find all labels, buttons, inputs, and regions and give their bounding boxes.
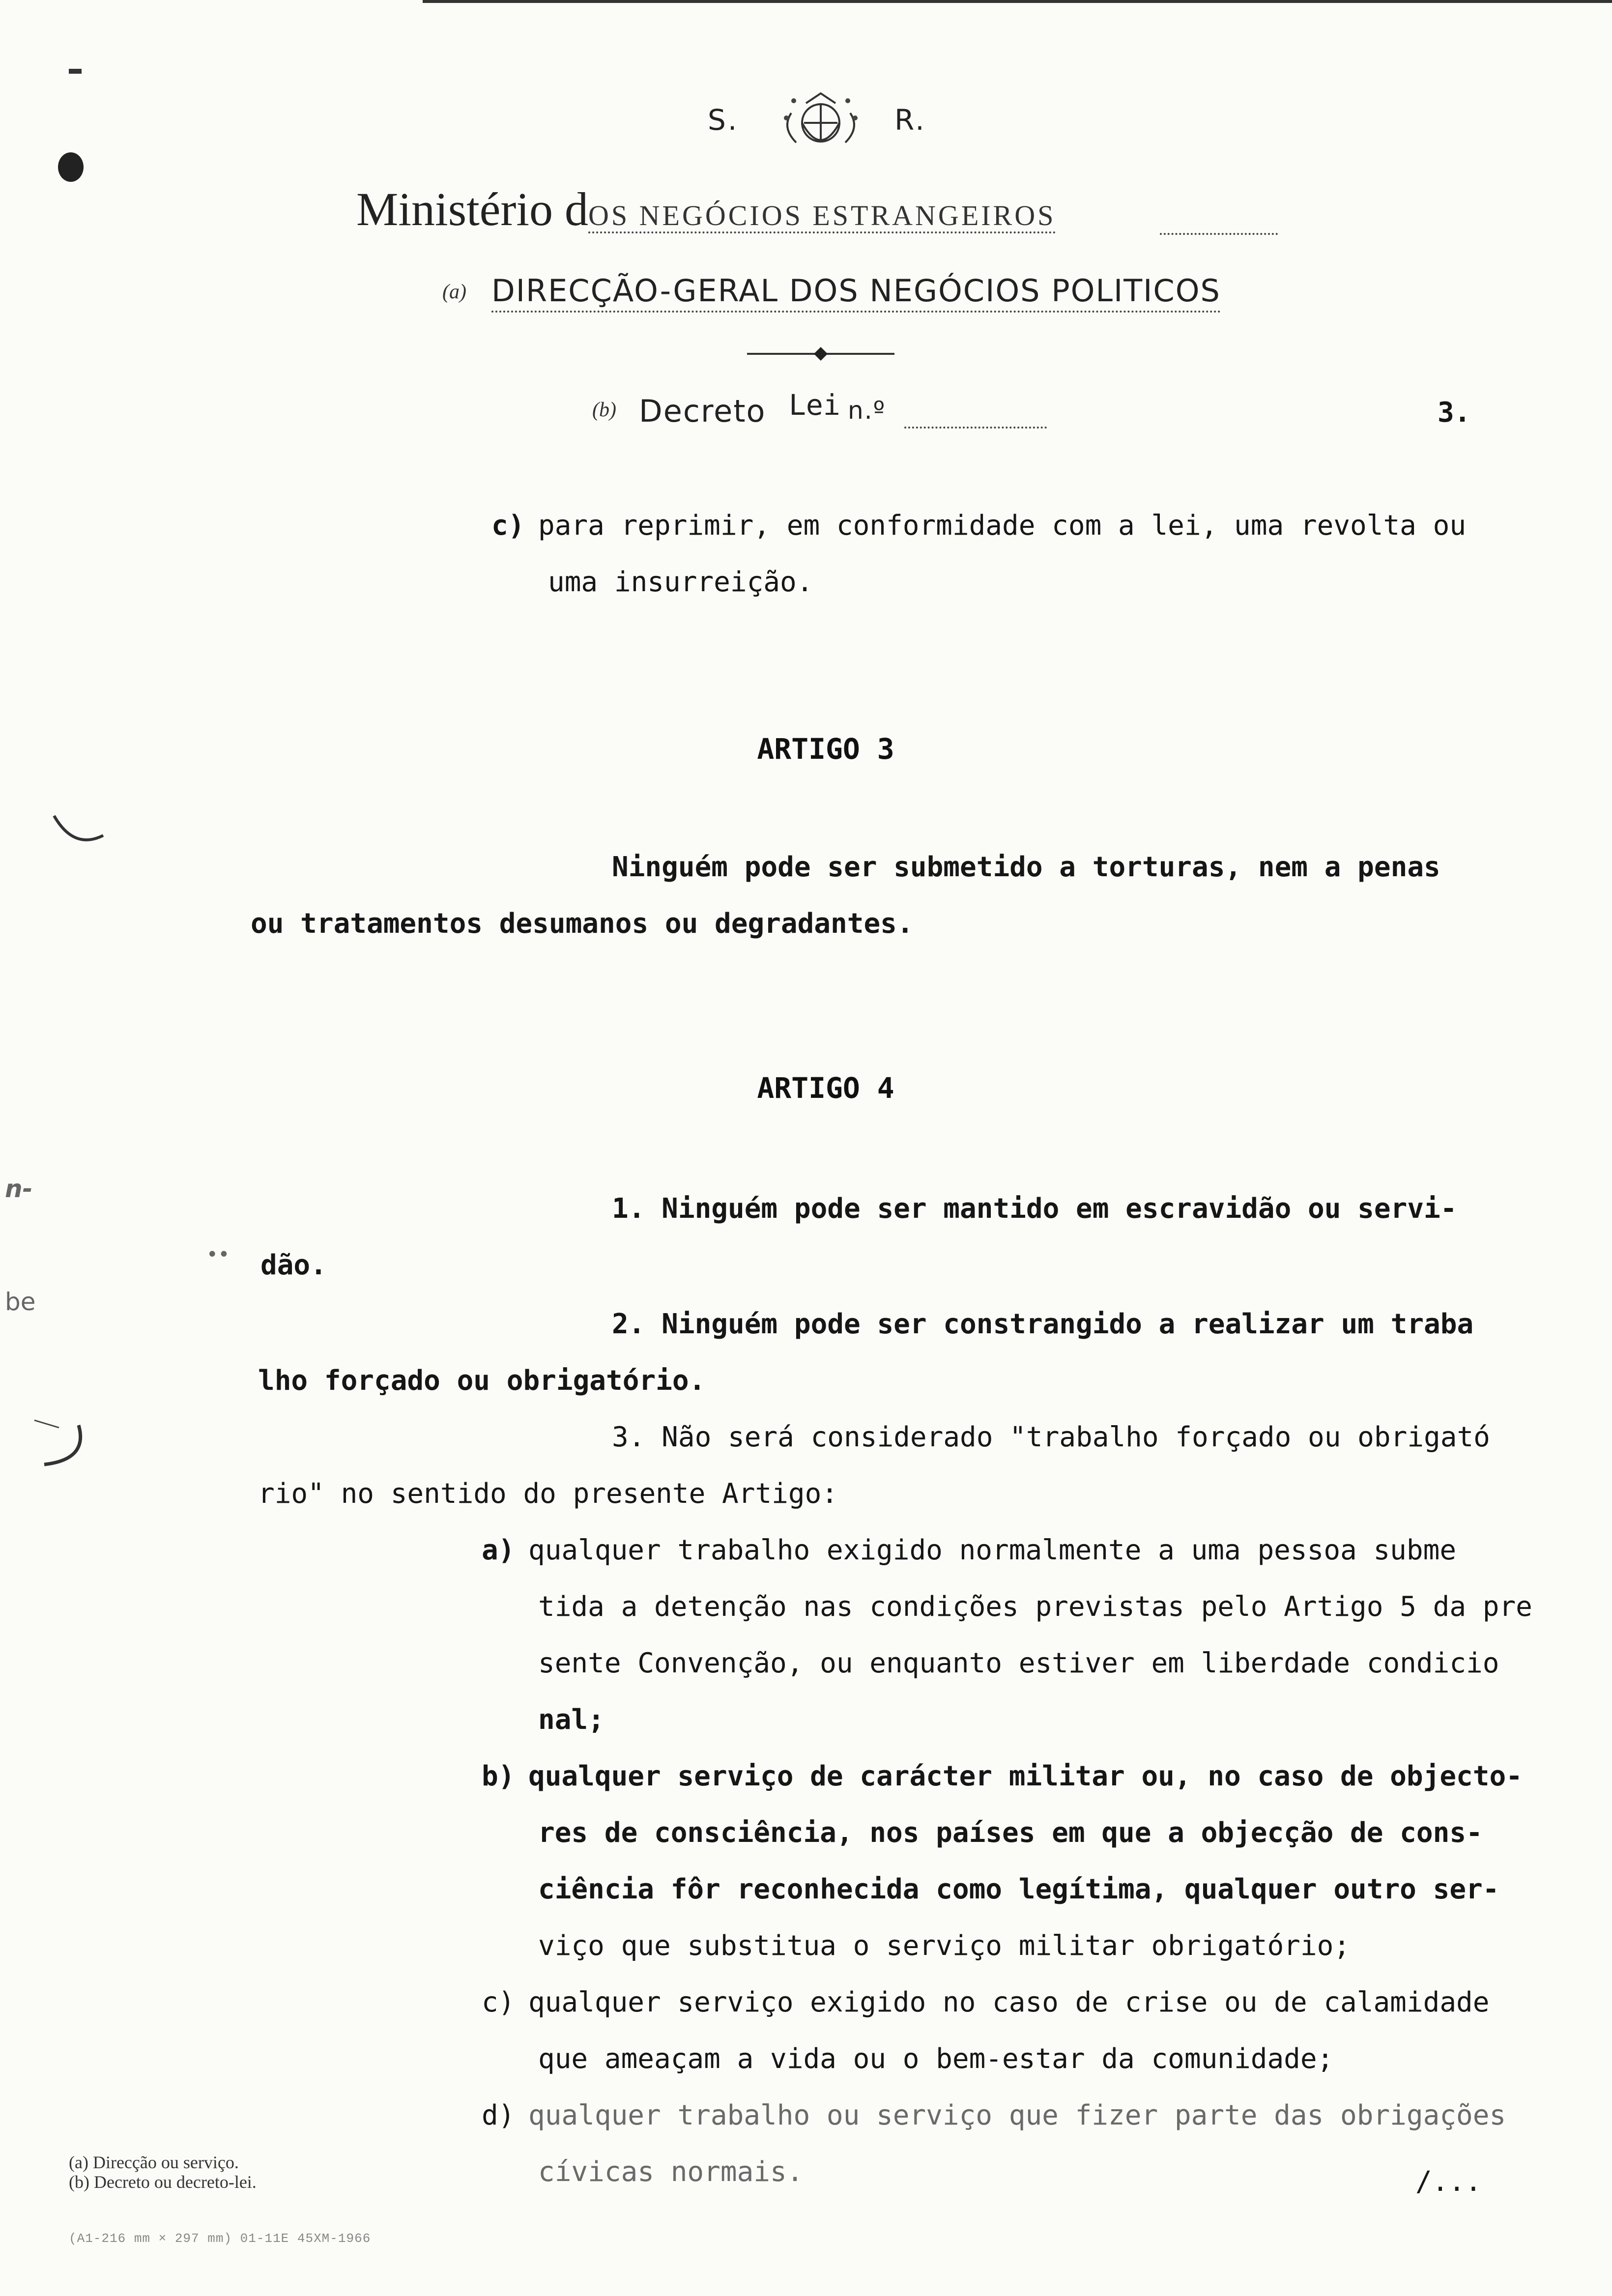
footnote-b: (b) Decreto ou decreto-lei. — [69, 2172, 257, 2192]
article-4-paragraph: lho forçado ou obrigatório. — [258, 1365, 706, 1397]
directorate-title: DIRECÇÃO-GERAL DOS NEGÓCIOS POLITICOS — [491, 273, 1221, 313]
list-item-prefix: a) — [482, 1534, 515, 1566]
list-item-prefix: d) — [482, 2099, 515, 2131]
decree-number-label: n.º — [848, 396, 886, 425]
page-number: 3. — [1438, 397, 1471, 429]
list-item-b: ciência fôr reconhecida como legítima, qualquer outro ser- — [538, 1873, 1499, 1905]
list-item-prefix: b) — [482, 1760, 515, 1792]
ministry-department: OS NEGÓCIOS ESTRANGEIROS — [588, 200, 1056, 233]
ministry-dotted-line — [1160, 233, 1278, 235]
list-item-prefix: c) — [482, 1986, 515, 2018]
letterhead-r: R. — [894, 103, 926, 137]
footnote-a: (a) Direcção ou serviço. — [69, 2152, 239, 2172]
list-item-b: qualquer serviço de carácter militar ou, no caso de objecto- — [528, 1760, 1523, 1792]
list-item-a: qualquer trabalho exigido normalmente a uma pessoa subme — [528, 1534, 1457, 1566]
article-4-paragraph: 2. Ninguém pode ser constrangido a realizar um traba — [612, 1308, 1474, 1340]
item-c-prefix: c) — [491, 510, 525, 542]
decree-number-field — [904, 427, 1047, 429]
list-item-a: tida a detenção nas condições previstas pelo Artigo 5 da pre — [538, 1591, 1532, 1623]
top-edge-line — [423, 0, 1612, 3]
article-4-paragraph: 3. Não será considerado "trabalho forçado ou obrigató — [612, 1421, 1490, 1453]
margin-fragment: n- — [5, 1175, 33, 1203]
ornament-divider — [747, 344, 894, 364]
article-4-paragraph: dão. — [260, 1249, 327, 1281]
item-c-line: uma insurreição. — [548, 566, 813, 598]
punch-hole-mark — [58, 152, 84, 182]
margin-fragment: be — [5, 1288, 36, 1316]
list-item-d: cívicas normais. — [538, 2156, 804, 2188]
margin-tick — [69, 69, 82, 74]
footnote-mark-a: (a) — [442, 281, 466, 303]
list-item-b: res de consciência, nos países em que a objecção de cons- — [538, 1817, 1483, 1849]
list-item-d: qualquer trabalho ou serviço que fizer parte das obrigações — [528, 2099, 1506, 2131]
list-item-c: que ameaçam a vida ou o bem-estar da comunidade; — [538, 2043, 1334, 2075]
list-item-a: sente Convenção, ou enquanto estiver em liberdade condicio — [538, 1647, 1499, 1679]
continued-marker: /... — [1415, 2166, 1482, 2198]
margin-curve-mark — [49, 806, 108, 850]
article-4-heading: ARTIGO 4 — [757, 1071, 894, 1105]
list-item-b: viço que substitua o serviço militar obrigatório; — [538, 1930, 1351, 1962]
item-c-line: para reprimir, em conformidade com a lei, uma revolta ou — [538, 510, 1467, 542]
decree-type: Lei — [789, 388, 840, 422]
letterhead-s: S. — [708, 103, 739, 137]
list-item-a: nal; — [538, 1704, 604, 1736]
ministry-label: Ministério d — [356, 183, 588, 235]
article-3-heading: ARTIGO 3 — [757, 732, 894, 766]
article-3-text: ou tratamentos desumanos ou degradantes. — [251, 908, 914, 940]
list-item-c: qualquer serviço exigido no caso de crise ou de calamidade — [528, 1986, 1490, 2018]
margin-fragment: •• — [206, 1243, 230, 1266]
form-code: (A1-216 mm × 297 mm) 01-11E 45XM-1966 — [69, 2231, 371, 2246]
ministry-name — [356, 182, 1280, 236]
article-4-paragraph: rio" no sentido do presente Artigo: — [258, 1478, 838, 1510]
footnote-mark-b: (b) — [592, 399, 616, 421]
article-3-text: Ninguém pode ser submetido a torturas, nem a penas — [612, 851, 1440, 883]
coat-of-arms-emblem — [772, 84, 870, 157]
margin-curve-mark — [25, 1415, 88, 1474]
decree-label: Decreto — [639, 393, 766, 429]
article-4-paragraph: 1. Ninguém pode ser mantido em escravidão ou servi- — [612, 1193, 1457, 1225]
